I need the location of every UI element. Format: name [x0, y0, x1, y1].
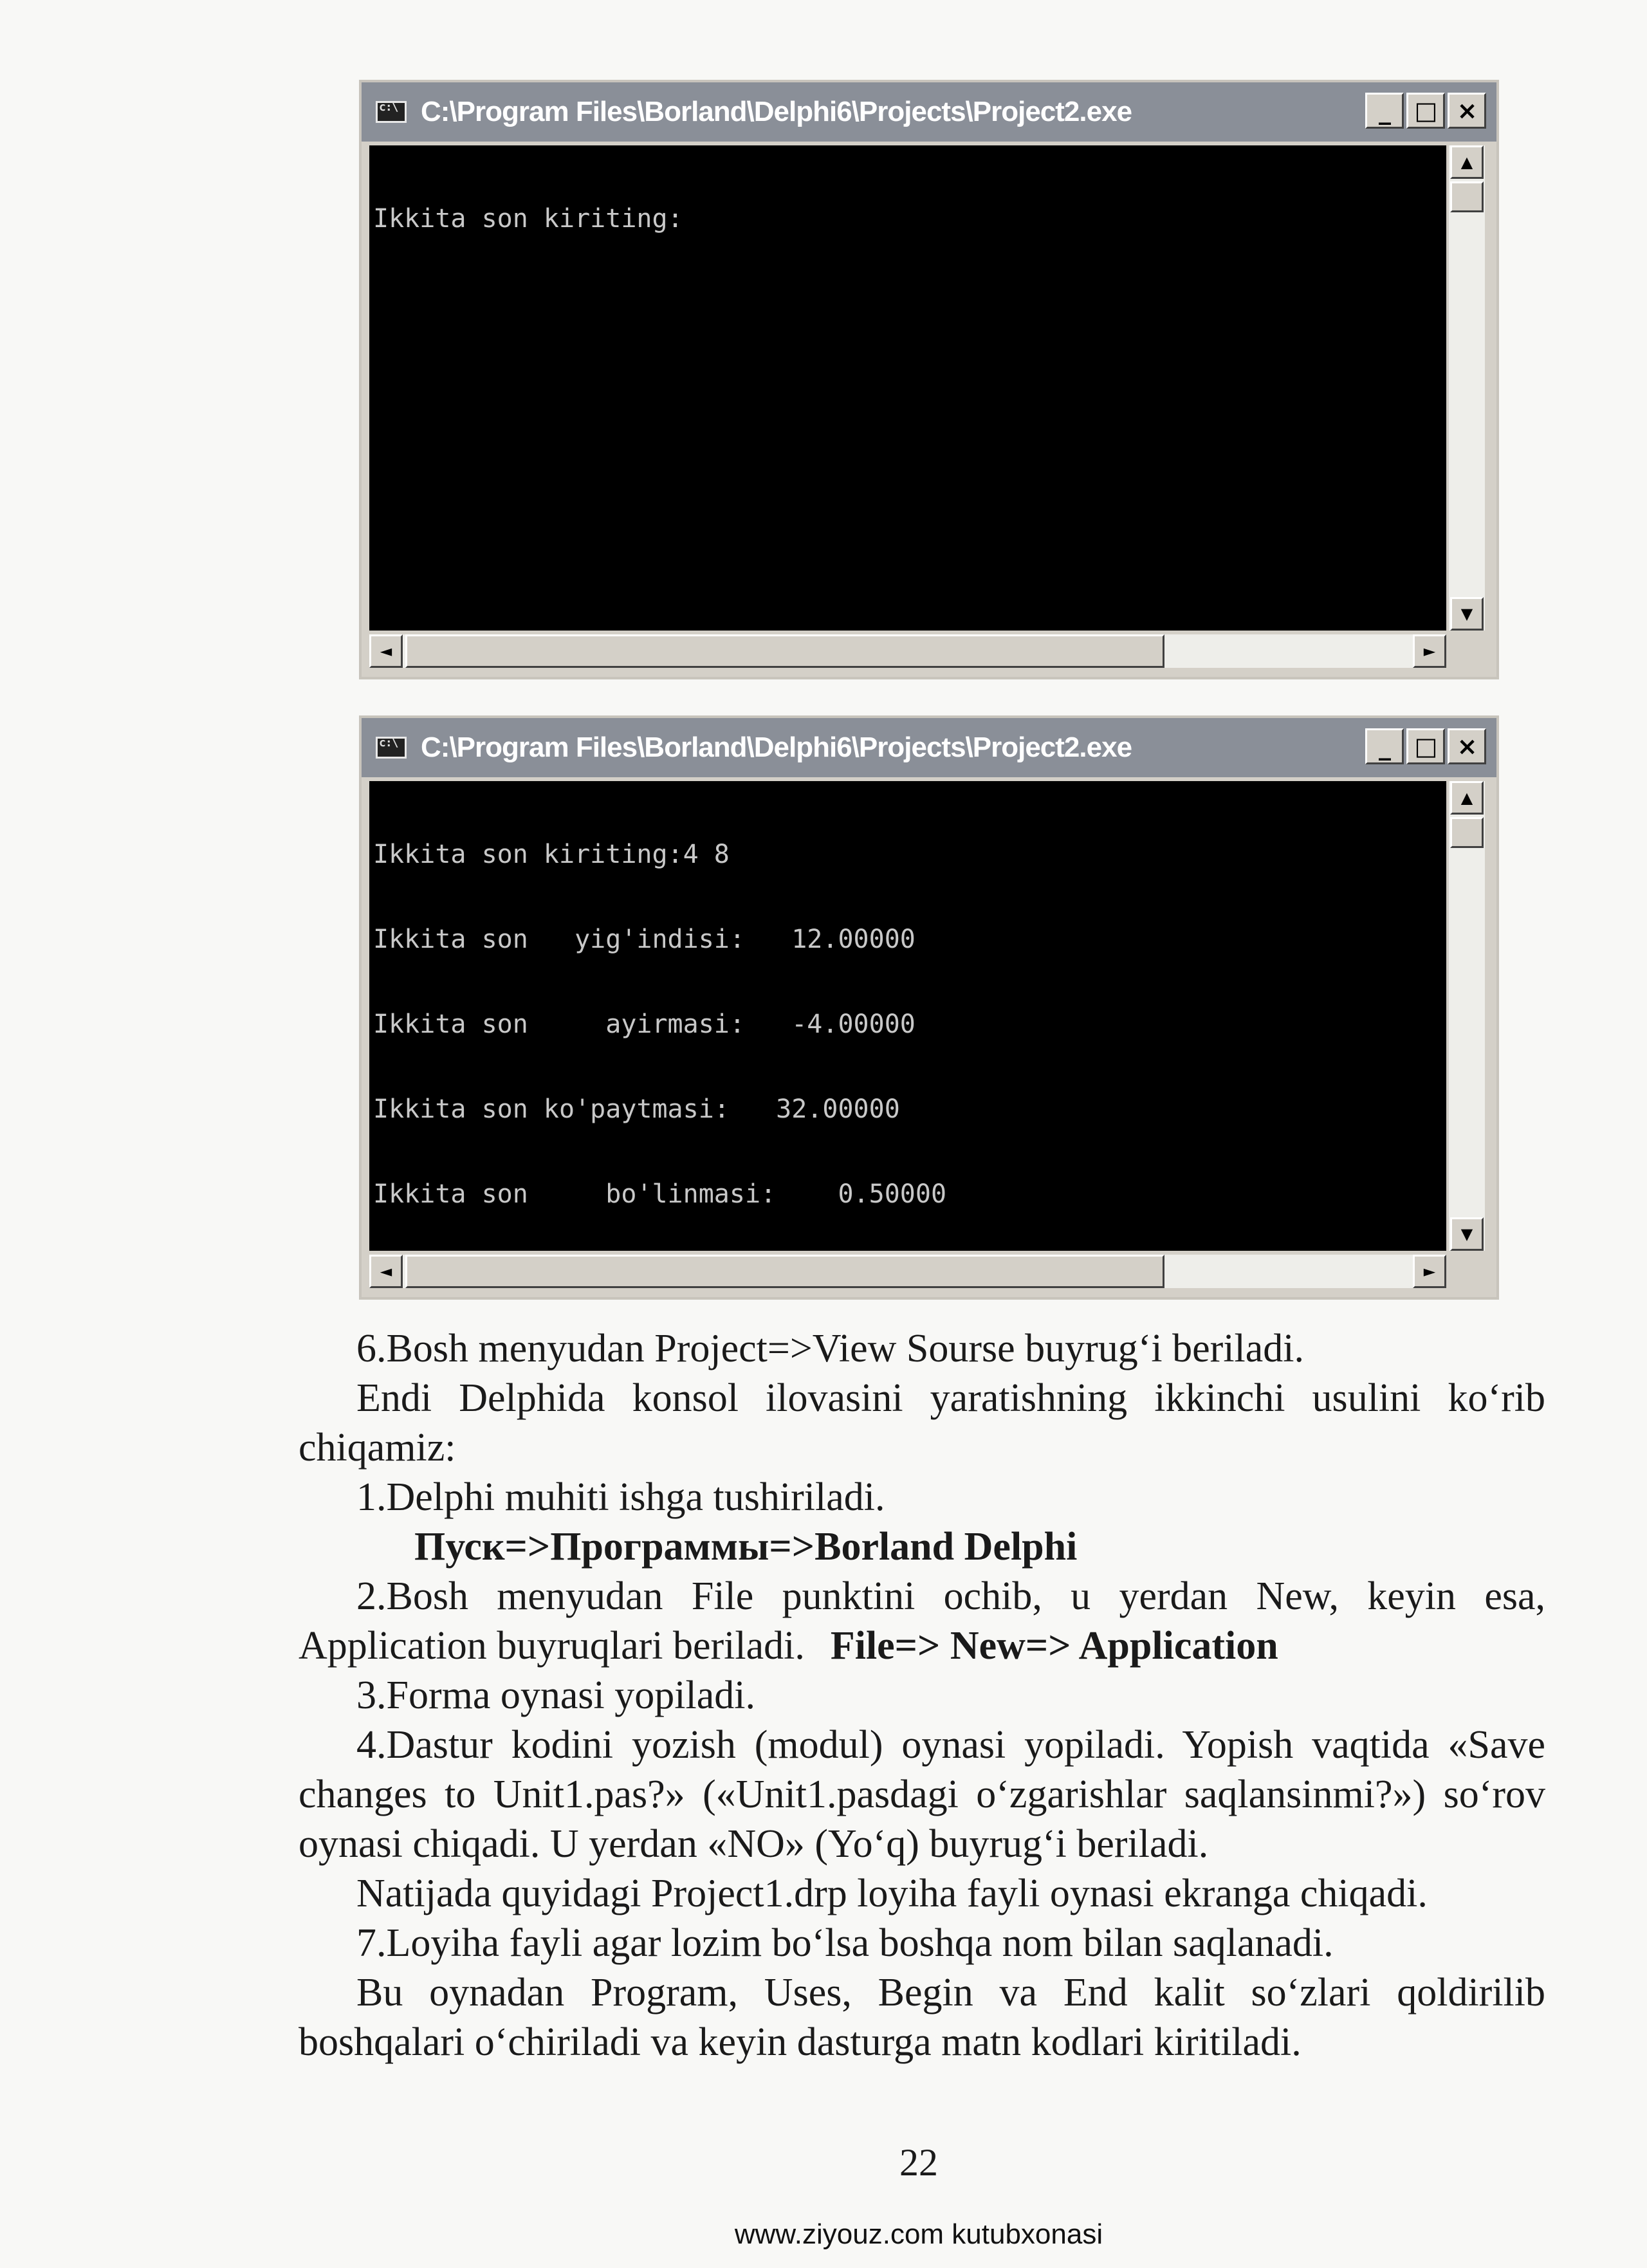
- scroll-right-icon[interactable]: ►: [1413, 634, 1446, 668]
- scroll-down-icon[interactable]: ▼: [1450, 597, 1484, 631]
- scroll-thumb[interactable]: [405, 1255, 1164, 1288]
- scroll-left-icon[interactable]: ◄: [369, 1255, 403, 1288]
- scroll-thumb[interactable]: [405, 634, 1164, 668]
- close-button[interactable]: ×: [1448, 728, 1486, 764]
- paragraph-keywords: Bu oynadan Program, Uses, Begin va End kalit so‘zlari qoldirilib boshqalari o‘chiriladi va keyin dasturga matn kodlari kiritiladi.: [299, 1971, 1545, 2064]
- vertical-scrollbar[interactable]: [1449, 145, 1485, 631]
- horizontal-scrollbar[interactable]: [369, 634, 1446, 668]
- console-app-icon: [376, 737, 407, 759]
- paragraph-step-6: 6.Bosh menyudan Project=>View Sourse buyrug‘i beriladi.: [356, 1327, 1305, 1370]
- console-line: Ikkita son bo'linmasi: 0.50000: [373, 1179, 947, 1209]
- paragraph-step-1: 1.Delphi muhiti ishga tushiriladi.: [356, 1475, 885, 1519]
- paragraph-step-2: [299, 1572, 1545, 1671]
- menu-path-application: File=> New=> Application: [830, 1624, 1278, 1668]
- console-output[interactable]: [369, 145, 1446, 631]
- resize-grip[interactable]: [1449, 634, 1485, 668]
- window-title: C:\Program Files\Borland\Delphi6\Projects\Project2.exe: [421, 96, 1132, 127]
- scroll-down-icon[interactable]: ▼: [1450, 1217, 1484, 1251]
- menu-path: Пуск=>Программы=>Borland Delphi: [414, 1525, 1078, 1569]
- console-window-2: [359, 715, 1499, 1300]
- paragraph-step-7: 7.Loyiha fayli agar lozim bo‘lsa boshqa nom bilan saqlanadi.: [356, 1921, 1334, 1965]
- body-text: [299, 1324, 1545, 2067]
- scroll-up-icon[interactable]: ▲: [1450, 145, 1484, 179]
- resize-grip[interactable]: [1449, 1255, 1485, 1288]
- window-titlebar[interactable]: [362, 82, 1496, 142]
- close-button[interactable]: ×: [1448, 93, 1486, 129]
- paragraph-step-4: 4.Dastur kodini yozish (modul) oynasi yopiladi. Yopish vaqtida «Save changes to Unit1.pas?» («Unit1.pasdagi o‘zgarishlar saqlansinmi?») so‘rov oynasi chiqadi. U yerdan «NO» (Yo‘q) buyrug‘i beriladi.: [299, 1723, 1545, 1866]
- console-line: Ikkita son yig'indisi: 12.00000: [373, 925, 916, 954]
- paragraph-result: Natijada quyidagi Project1.drp loyiha fayli oynasi ekranga chiqadi.: [356, 1872, 1428, 1915]
- watermark: www.ziyouz.com kutubxonasi: [734, 2218, 1103, 2250]
- console-line: Ikkita son kiriting:: [373, 204, 683, 234]
- console-line: Ikkita son ayirmasi: -4.00000: [373, 1010, 916, 1039]
- scroll-right-icon[interactable]: ►: [1413, 1255, 1446, 1288]
- maximize-button[interactable]: □: [1406, 728, 1445, 764]
- scroll-thumb[interactable]: [1450, 817, 1484, 848]
- minimize-button[interactable]: _: [1365, 93, 1404, 129]
- step-2-text: 2.Bosh menyudan File punktini ochib, u yerdan New, keyin esa, Application buyruqlari beriladi.: [299, 1574, 1545, 1668]
- vertical-scrollbar[interactable]: [1449, 781, 1485, 1251]
- scroll-thumb[interactable]: [1450, 181, 1484, 212]
- window-titlebar[interactable]: [362, 718, 1496, 777]
- console-output[interactable]: [369, 781, 1446, 1251]
- paragraph-step-3: 3.Forma oynasi yopiladi.: [356, 1673, 755, 1717]
- console-app-icon: [376, 101, 407, 123]
- maximize-button[interactable]: □: [1406, 93, 1445, 129]
- console-line: Ikkita son kiriting:4 8: [373, 840, 730, 869]
- minimize-button[interactable]: _: [1365, 728, 1404, 764]
- scroll-up-icon[interactable]: ▲: [1450, 781, 1484, 815]
- page-number: 22: [899, 2141, 938, 2184]
- scroll-left-icon[interactable]: ◄: [369, 634, 403, 668]
- horizontal-scrollbar[interactable]: [369, 1255, 1446, 1288]
- window-title: C:\Program Files\Borland\Delphi6\Projects\Project2.exe: [421, 732, 1132, 763]
- console-window-1: [359, 80, 1499, 679]
- paragraph-intro: Endi Delphida konsol ilovasini yaratishning ikkinchi usulini ko‘rib chiqamiz:: [299, 1376, 1545, 1470]
- console-line: Ikkita son ko'paytmasi: 32.00000: [373, 1094, 900, 1124]
